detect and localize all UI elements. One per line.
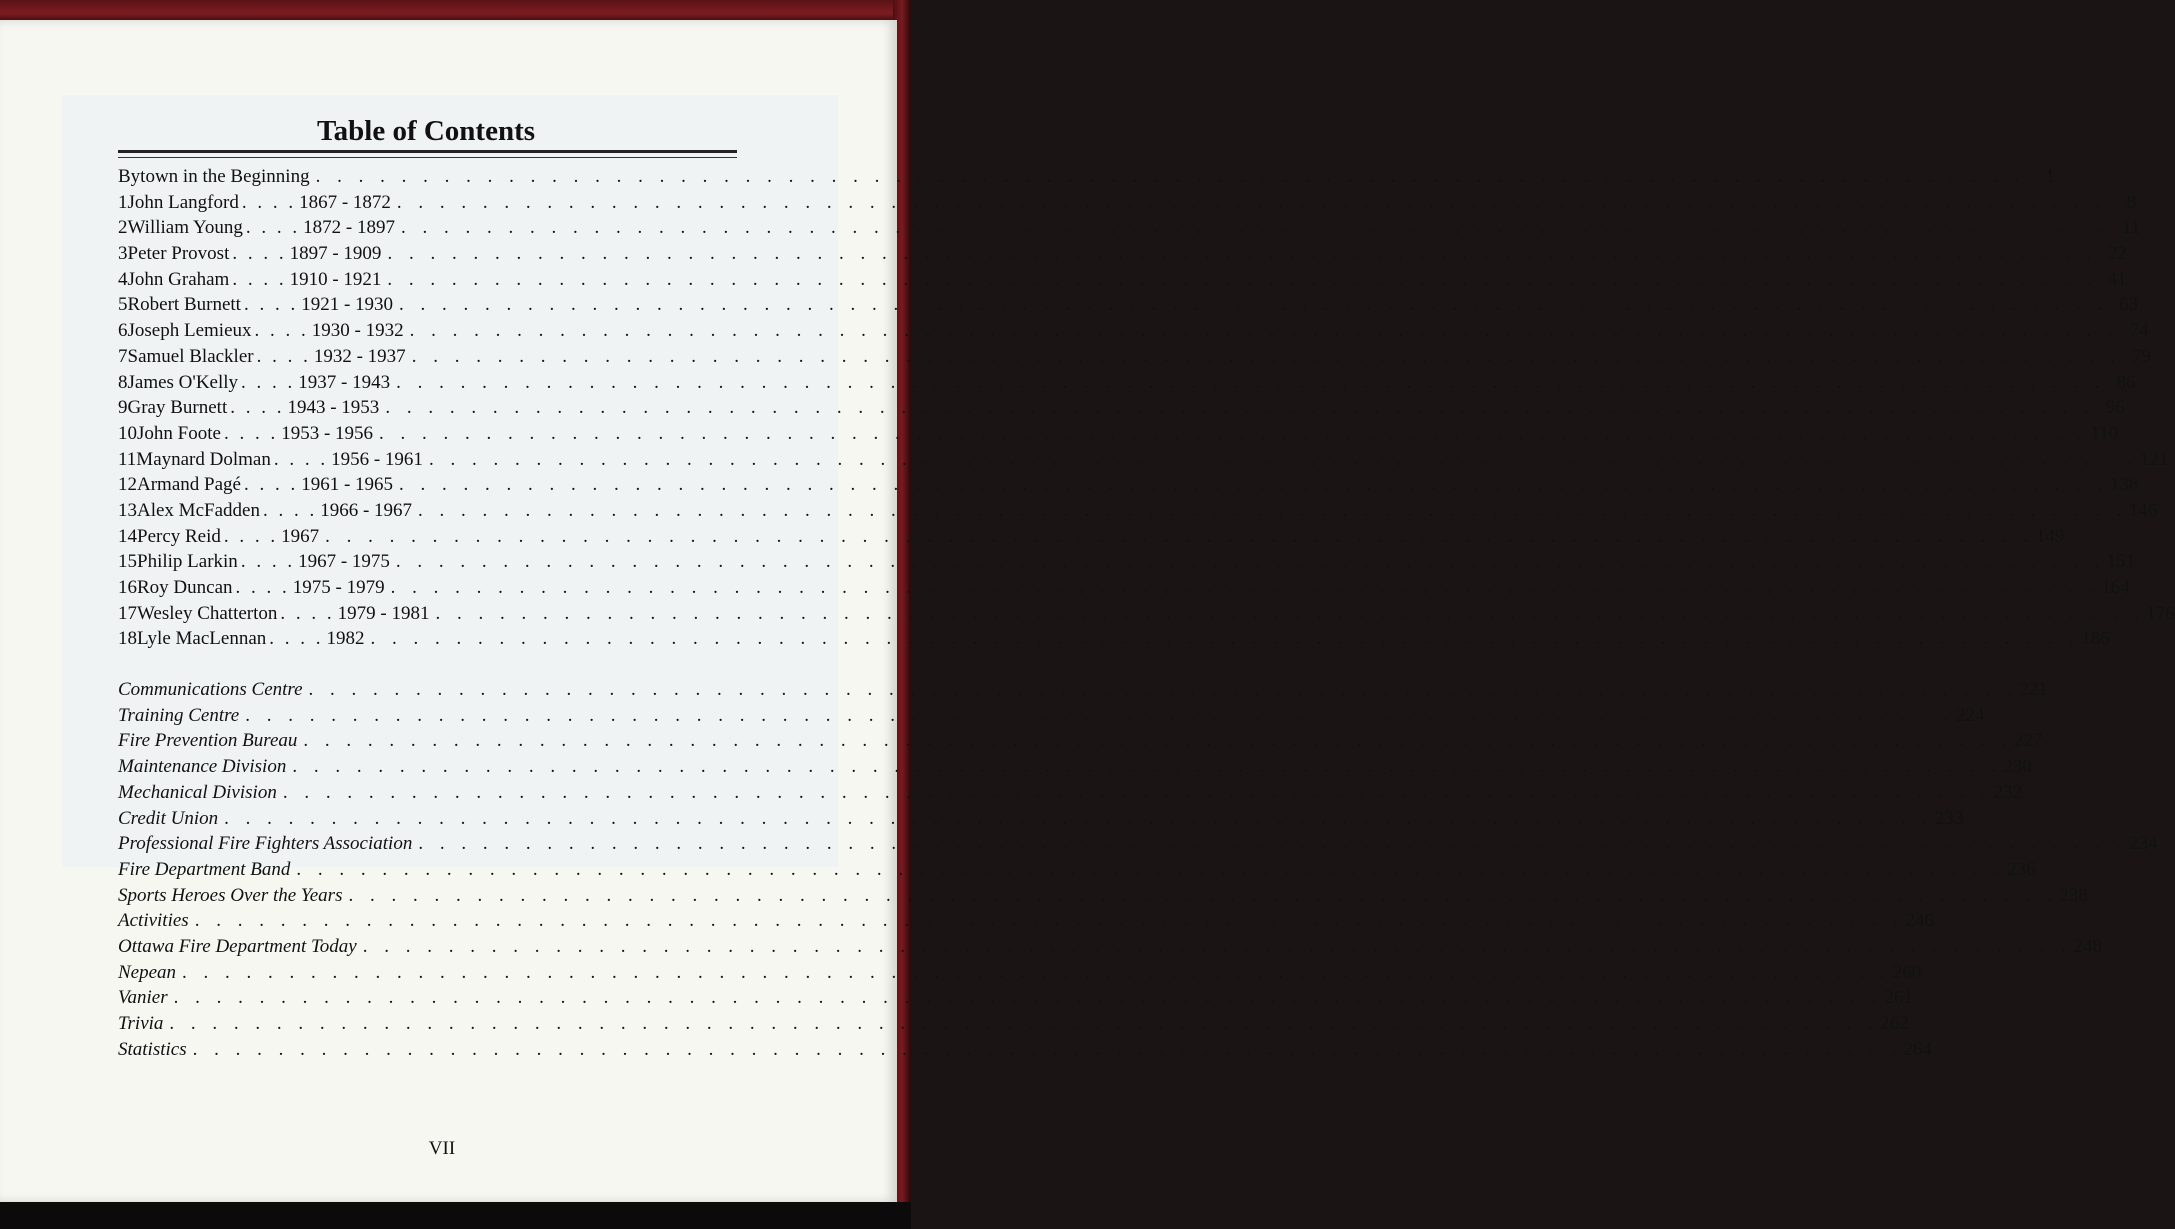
term-years: 1930 - 1932	[311, 320, 404, 342]
toc-entry-chief[interactable]	[118, 344, 2151, 370]
toc-page-number: 121	[2139, 448, 2169, 470]
toc-entry-section[interactable]	[118, 1011, 1909, 1037]
toc-entry-chief[interactable]	[118, 215, 2141, 241]
toc-entry-section[interactable]	[118, 703, 1985, 729]
toc-entry-chief[interactable]	[118, 575, 2130, 601]
page-number-footer: VII	[428, 1138, 456, 1159]
section-name: Fire Department Band	[118, 858, 291, 880]
term-years: 1953 - 1956	[281, 422, 374, 444]
toc-entry-chief[interactable]	[118, 292, 2139, 318]
toc-entry-section[interactable]	[118, 728, 2043, 754]
toc-entry-chief[interactable]	[118, 267, 2127, 293]
dot-leader: . . . . . . . . . . . . . . . . . . . . . . . . . . . . . . . . . . . . . . . . . . . . . . . . . . . . . . . . . . . . . . . . . . . . . . . . . . . . . . . .	[396, 191, 2107, 213]
term-years: 1961 - 1965	[301, 474, 394, 496]
toc-entry-section[interactable]	[118, 934, 2102, 960]
dot-leader: . . . . . . . . . . . . . . . . . . . . . . . . . . . . . . . . . . . . . . . . . . . . . . . . . . . . . . . . . . . . . . . . . . . . . . . . . . . . . . . .	[224, 807, 1934, 829]
toc-page-number: 236	[2007, 858, 2036, 880]
short-dot-leader: . . . .	[223, 422, 279, 444]
term-years: 1975 - 1979	[292, 577, 385, 598]
toc-entry-chief[interactable]	[118, 472, 2139, 498]
section-name: Ottawa Fire Department Today	[118, 935, 357, 957]
short-dot-leader: . . . .	[223, 525, 279, 547]
chief-number: 12	[118, 474, 137, 496]
chief-number: 9	[118, 397, 128, 419]
dot-leader: . . . . . . . . . . . . . . . . . . . . . . . . . . . . . . . . . . . . . . . . . . . . . . . . . . . . . . . . . . . . . . . . . . . . . . . . . . . . . . . .	[409, 320, 2119, 342]
chief-name: Peter Provost	[127, 243, 230, 265]
section-name: Trivia	[118, 1013, 164, 1034]
chief-name: Samuel Blackler	[127, 345, 254, 367]
chief-number: 3	[118, 243, 128, 265]
chief-name: Alex McFadden	[137, 499, 260, 521]
toc-list	[118, 164, 2175, 1062]
chief-number: 15	[118, 551, 137, 573]
dot-leader: . . . . . . . . . . . . . . . . . . . . . . . . . . . . . . . . . . . . . . . . . . . . . . . . . . . . . . . . . . . . . . . . . . . . . . . . . . . . . . . .	[385, 397, 2095, 419]
toc-page-number: 1	[2045, 166, 2055, 187]
chief-entries	[118, 190, 2175, 652]
toc-page-number: 176	[2146, 602, 2175, 624]
chief-name: John Foote	[137, 422, 221, 444]
chief-number: 4	[118, 268, 128, 290]
short-dot-leader: . . . .	[241, 371, 296, 393]
short-dot-leader: . . . .	[254, 320, 309, 342]
chief-name: Gray Burnett	[127, 397, 228, 419]
toc-entry-chief[interactable]	[118, 601, 2175, 627]
title-rule-thick	[118, 150, 737, 153]
toc-entry-chief[interactable]	[118, 370, 2136, 396]
toc-entry-chief[interactable]	[118, 395, 2125, 421]
short-dot-leader: . . . .	[240, 551, 296, 573]
toc-page-number: 224	[1955, 704, 1985, 726]
toc-page-number: 233	[1934, 807, 1964, 829]
chief-name: Philip Larkin	[137, 551, 238, 573]
dot-leader: . . . . . . . . . . . . . . . . . . . . . . . . . . . . . . . . . . . . . . . . . . . . . . . . . . . . . . . . . . . . . . . . . . . . . . . . . . . . . . . .	[362, 935, 2072, 957]
toc-entry-chief[interactable]	[118, 241, 2127, 267]
toc-entry-section[interactable]	[118, 985, 1913, 1011]
toc-page-number: 186	[2081, 628, 2110, 650]
dot-leader: . . . . . . . . . . . . . . . . . . . . . . . . . . . . . . . . . . . . . . . . . . . . . . . . . . . . . . . . . . . . . . . . . . . . . . . . . . . . . . . .	[428, 448, 2139, 470]
dot-leader: . . . . . . . . . . . . . . . . . . . . . . . . . . . . . . . . . . . . . . . . . . . . . . . . . . . . . . . . . . . . . . . . . . . . . . . . . . . . . . . .	[418, 499, 2128, 521]
chief-number: 13	[118, 499, 137, 521]
toc-page-number: 262	[1880, 1013, 1909, 1034]
term-years: 1967	[281, 525, 320, 547]
dot-leader: . . . . . . . . . . . . . . . . . . . . . . . . . . . . . . . . . . . . . . . . . . . . . . . . . . . . . . . . . . . . . . . . . . . . . . . . . . . . . . . .	[194, 910, 1904, 932]
term-years: 1867 - 1872	[299, 191, 391, 213]
section-name: Training Centre	[118, 704, 240, 726]
dot-leader: . . . . . . . . . . . . . . . . . . . . . . . . . . . . . . . . . . . . . . . . . . . . . . . . . . . . . . . . . . . . . . . . . . . . . . . . . . . . . . . .	[325, 525, 2035, 547]
chief-number: 5	[118, 294, 128, 316]
dot-leader: . . . . . . . . . . . . . . . . . . . . . . . . . . . . . . . . . . . . . . . . . . . . . . . . . . . . . . . . . . . . . . . . . . . . . . . . . . . . . . . .	[399, 474, 2109, 496]
toc-page-number: 96	[2105, 397, 2125, 419]
term-years: 1921 - 1930	[301, 294, 394, 316]
term-years: 1979 - 1981	[337, 602, 430, 624]
dot-leader: . . . . . . . . . . . . . . . . . . . . . . . . . . . . . . . . . . . . . . . . . . . . . . . . . . . . . . . . . . . . . . . . . . . . . . . . . . . . . . . .	[315, 166, 2025, 187]
dot-leader: . . . . . . . . . . . . . . . . . . . . . . . . . . . . . . . . . . . . . . . . . . . . . . . . . . . . . . . . . . . . . . . . . . . . . . . . . . . . . . . .	[303, 730, 2013, 752]
toc-page-number: 146	[2128, 499, 2158, 521]
term-years: 1967 - 1975	[298, 551, 390, 573]
dot-leader: . . . . . . . . . . . . . . . . . . . . . . . . . . . . . . . . . . . . . . . . . . . . . . . . . . . . . . . . . . . . . . . . . . . . . . . . . . . . . . . .	[399, 294, 2109, 316]
toc-page-number: 63	[2119, 294, 2139, 316]
chief-number: 18	[118, 628, 137, 650]
dot-leader: . . . . . . . . . . . . . . . . . . . . . . . . . . . . . . . . . . . . . . . . . . . . . . . . . . . . . . . . . . . . . . . . . . . . . . . . . . . . . . . .	[173, 987, 1883, 1009]
short-dot-leader: . . . .	[243, 294, 299, 316]
short-dot-leader: . . . .	[256, 345, 311, 367]
term-years: 1982	[326, 628, 365, 650]
toc-page-number: 238	[2059, 884, 2088, 906]
short-dot-leader: . . . .	[235, 577, 290, 598]
section-gap	[118, 652, 742, 677]
dot-leader: . . . . . . . . . . . . . . . . . . . . . . . . . . . . . . . . . . . . . . . . . . . . . . . . . . . . . . . . . . . . . . . . . . . . . . . . . . . . . . . .	[282, 781, 1993, 803]
term-years: 1943 - 1953	[287, 397, 380, 419]
scan-bottom-edge	[0, 1202, 911, 1229]
toc-entry-section[interactable]	[118, 780, 2023, 806]
toc-entry-intro[interactable]	[118, 164, 2055, 190]
toc-page-number: 260	[1892, 961, 1922, 983]
toc-entry-section[interactable]	[118, 857, 2036, 883]
short-dot-leader: . . . .	[280, 602, 335, 624]
toc-page-number: 264	[1903, 1038, 1932, 1060]
chief-name: Maynard Dolman	[136, 448, 271, 470]
chief-number: 14	[118, 525, 137, 547]
dot-leader: . . . . . . . . . . . . . . . . . . . . . . . . . . . . . . . . . . . . . . . . . . . . . . . . . . . . . . . . . . . . . . . . . . . . . . . . . . . . . . . .	[182, 961, 1892, 983]
dot-leader: . . . . . . . . . . . . . . . . . . . . . . . . . . . . . . . . . . . . . . . . . . . . . . . . . . . . . . . . . . . . . . . . . . . . . . . . . . . . . . . .	[296, 858, 2006, 880]
toc-page-number: 11	[2121, 217, 2141, 239]
short-dot-leader: . . . .	[269, 628, 324, 650]
toc-entry-section[interactable]	[118, 1037, 1932, 1063]
section-entries	[118, 677, 2158, 1062]
short-dot-leader: . . . .	[241, 191, 297, 213]
toc-page-number: 230	[2003, 756, 2032, 778]
chief-number: 10	[118, 422, 137, 444]
toc-entry-name: Bytown in the Beginning	[118, 166, 310, 187]
chief-name: Armand Pagé	[137, 474, 241, 496]
toc-entry-section[interactable]	[118, 754, 2032, 780]
toc-entry-chief[interactable]	[118, 447, 2169, 473]
section-name: Fire Prevention Bureau	[118, 730, 298, 752]
chief-name: Wesley Chatterton	[137, 602, 278, 624]
book-cover-top-edge	[0, 0, 911, 22]
chief-number: 11	[118, 448, 137, 470]
dot-leader: . . . . . . . . . . . . . . . . . . . . . . . . . . . . . . . . . . . . . . . . . . . . . . . . . . . . . . . . . . . . . . . . . . . . . . . . . . . . . . . .	[348, 884, 2058, 906]
term-years: 1956 - 1961	[331, 448, 423, 470]
chief-number: 16	[118, 577, 137, 598]
dot-leader: . . . . . . . . . . . . . . . . . . . . . . . . . . . . . . . . . . . . . . . . . . . . . . . . . . . . . . . . . . . . . . . . . . . . . . . . . . . . . . . .	[387, 243, 2097, 265]
dot-leader: . . . . . . . . . . . . . . . . . . . . . . . . . . . . . . . . . . . . . . . . . . . . . . . . . . . . . . . . . . . . . . . . . . . . . . . . . . . . . . . .	[400, 217, 2111, 239]
toc-entry-chief[interactable]	[118, 549, 2136, 575]
toc-entry-chief[interactable]	[118, 498, 2158, 524]
term-years: 1910 - 1921	[289, 268, 382, 290]
chief-number: 1	[118, 191, 128, 213]
short-dot-leader: . . . .	[273, 448, 329, 470]
toc-entry-section[interactable]	[118, 908, 1934, 934]
toc-page-number: 151	[2106, 551, 2136, 573]
chief-number: 8	[118, 371, 128, 393]
dot-leader: . . . . . . . . . . . . . . . . . . . . . . . . . . . . . . . . . . . . . . . . . . . . . . . . . . . . . . . . . . . . . . . . . . . . . . . . . . . . . . . .	[395, 551, 2106, 573]
dot-leader: . . . . . . . . . . . . . . . . . . . . . . . . . . . . . . . . . . . . . . . . . . . . . . . . . . . . . . . . . . . . . . . . . . . . . . . . . . . . . . . .	[387, 268, 2097, 290]
short-dot-leader: . . . .	[245, 217, 301, 239]
term-years: 1897 - 1909	[289, 243, 382, 265]
toc-page-number: 234	[2129, 833, 2158, 855]
toc-page-number: 221	[2019, 679, 2048, 701]
short-dot-leader: . . . .	[232, 268, 287, 290]
dot-leader: . . . . . . . . . . . . . . . . . . . . . . . . . . . . . . . . . . . . . . . . . . . . . . . . . . . . . . . . . . . . . . . . . . . . . . . . . . . . . . . .	[370, 628, 2080, 650]
chief-name: James O'Kelly	[127, 371, 239, 393]
dot-leader: . . . . . . . . . . . . . . . . . . . . . . . . . . . . . . . . . . . . . . . . . . . . . . . . . . . . . . . . . . . . . . . . . . . . . . . . . . . . . . . .	[390, 577, 2100, 598]
dot-leader: . . . . . . . . . . . . . . . . . . . . . . . . . . . . . . . . . . . . . . . . . . . . . . . . . . . . . . . . . . . . . . . . . . . . . . . . . . . . . . . .	[396, 371, 2106, 393]
toc-entry-chief[interactable]	[118, 421, 2119, 447]
toc-page-number: 138	[2109, 474, 2139, 496]
section-name: Professional Fire Fighters Association	[118, 833, 413, 855]
dot-leader: . . . . . . . . . . . . . . . . . . . . . . . . . . . . . . . . . . . . . . . . . . . . . . . . . . . . . . . . . . . . . . . . . . . . . . . . . . . . . . . .	[411, 345, 2121, 367]
toc-entry-section[interactable]	[118, 831, 2158, 857]
section-name: Activities	[118, 910, 189, 932]
chief-name: John Langford	[127, 191, 239, 213]
term-years: 1872 - 1897	[303, 217, 395, 239]
dot-leader: . . . . . . . . . . . . . . . . . . . . . . . . . . . . . . . . . . . . . . . . . . . . . . . . . . . . . . . . . . . . . . . . . . . . . . . . . . . . . . . .	[418, 833, 2128, 855]
dot-leader: . . . . . . . . . . . . . . . . . . . . . . . . . . . . . . . . . . . . . . . . . . . . . . . . . . . . . . . . . . . . . . . . . . . . . . . . . . . . . . . .	[192, 1038, 1902, 1060]
section-name: Credit Union	[118, 807, 219, 829]
term-years: 1966 - 1967	[320, 499, 413, 521]
chief-name: John Graham	[127, 268, 230, 290]
chief-name: Robert Burnett	[127, 294, 241, 316]
page-title: Table of Contents	[316, 115, 536, 147]
chief-number: 2	[118, 217, 128, 239]
toc-page-number: 74	[2129, 320, 2149, 342]
section-name: Sports Heroes Over the Years	[118, 884, 343, 906]
toc-page-number: 8	[2126, 191, 2137, 213]
toc-entry-chief[interactable]	[118, 626, 2110, 652]
chief-number: 7	[118, 345, 128, 367]
chief-number: 17	[118, 602, 137, 624]
toc-page-number: 164	[2101, 577, 2130, 598]
toc-page-number: 22	[2107, 243, 2127, 265]
toc-page-number: 232	[1993, 781, 2023, 803]
section-name: Vanier	[118, 987, 168, 1009]
title-rule-thin	[118, 157, 737, 158]
section-name: Nepean	[118, 961, 177, 983]
toc-entry-section[interactable]	[118, 960, 1922, 986]
toc-page-number: 110	[2090, 422, 2119, 444]
toc-entry-section[interactable]	[118, 883, 2088, 909]
term-years: 1932 - 1937	[313, 345, 406, 367]
toc-entry-section[interactable]	[118, 806, 1964, 832]
section-name: Maintenance Division	[118, 756, 287, 778]
dot-leader: . . . . . . . . . . . . . . . . . . . . . . . . . . . . . . . . . . . . . . . . . . . . . . . . . . . . . . . . . . . . . . . . . . . . . . . . . . . . . . . .	[169, 1013, 1879, 1034]
short-dot-leader: . . . .	[232, 243, 287, 265]
toc-page-number: 227	[2014, 730, 2043, 752]
toc-page-number: 86	[2116, 371, 2136, 393]
toc-entry-chief[interactable]	[118, 524, 2065, 550]
section-name: Mechanical Division	[118, 781, 277, 803]
toc-page-number: 79	[2131, 345, 2151, 367]
dot-leader: . . . . . . . . . . . . . . . . . . . . . . . . . . . . . . . . . . . . . . . . . . . . . . . . . . . . . . . . . . . . . . . . . . . . . . . . . . . . . . . .	[435, 602, 2145, 624]
chief-number: 6	[118, 320, 128, 342]
dot-leader: . . . . . . . . . . . . . . . . . . . . . . . . . . . . . . . . . . . . . . . . . . . . . . . . . . . . . . . . . . . . . . . . . . . . . . . . . . . . . . . .	[379, 422, 2089, 444]
dot-leader: . . . . . . . . . . . . . . . . . . . . . . . . . . . . . . . . . . . . . . . . . . . . . . . . . . . . . . . . . . . . . . . . . . . . . . . . . . . . . . . .	[308, 679, 2018, 701]
section-name: Communications Centre	[118, 679, 303, 701]
chief-name: William Young	[127, 217, 243, 239]
section-name: Statistics	[118, 1038, 187, 1060]
dot-leader: . . . . . . . . . . . . . . . . . . . . . . . . . . . . . . . . . . . . . . . . . . . . . . . . . . . . . . . . . . . . . . . . . . . . . . . . . . . . . . . .	[292, 756, 2002, 778]
toc-page-number: 149	[2035, 525, 2065, 547]
toc-page-number: 41	[2107, 268, 2127, 290]
chief-name: Joseph Lemieux	[127, 320, 252, 342]
term-years: 1937 - 1943	[298, 371, 391, 393]
short-dot-leader: . . . .	[262, 499, 318, 521]
short-dot-leader: . . . .	[243, 474, 299, 496]
chief-name: Lyle MacLennan	[137, 628, 267, 650]
short-dot-leader: . . . .	[230, 397, 285, 419]
chief-name: Roy Duncan	[137, 577, 233, 598]
toc-entry-chief[interactable]	[118, 190, 2137, 216]
dot-leader: . . . . . . . . . . . . . . . . . . . . . . . . . . . . . . . . . . . . . . . . . . . . . . . . . . . . . . . . . . . . . . . . . . . . . . . . . . . . . . . .	[245, 704, 1955, 726]
toc-page-number: 261	[1884, 987, 1913, 1009]
toc-page-number: 248	[2073, 935, 2102, 957]
toc-entry-chief[interactable]	[118, 318, 2149, 344]
toc-entry-section[interactable]	[118, 677, 2048, 703]
toc-page-number: 246	[1905, 910, 1934, 932]
chief-name: Percy Reid	[137, 525, 221, 547]
